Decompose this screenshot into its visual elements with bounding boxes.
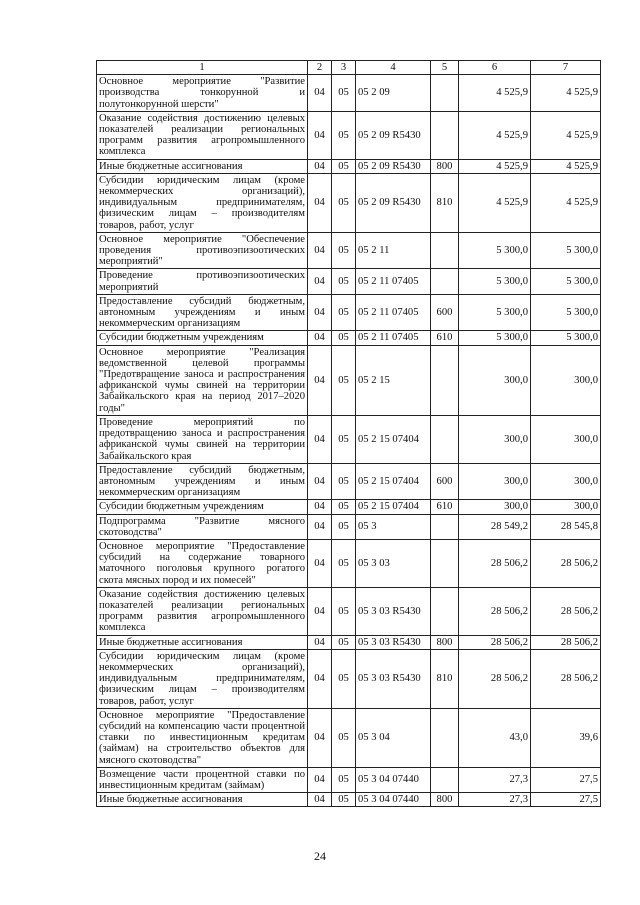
target-item-code-cell: 05 2 15 07404	[356, 500, 431, 514]
column-header: 6	[459, 61, 531, 75]
amount-year-1-cell: 27,3	[459, 767, 531, 792]
table-row	[97, 635, 601, 649]
target-item-code-cell: 05 2 09 R5430	[356, 173, 431, 232]
section-code-cell: 04	[308, 500, 332, 514]
section-code-cell: 04	[308, 111, 332, 159]
row-name-cell: Иные бюджетные ассигнования	[97, 159, 308, 173]
expense-type-cell	[431, 539, 459, 587]
subsection-code-cell: 05	[332, 793, 356, 807]
amount-year-1-cell: 28 549,2	[459, 514, 531, 539]
amount-year-2-cell: 4 525,9	[531, 75, 601, 112]
subsection-code-cell: 05	[332, 75, 356, 112]
subsection-code-cell: 05	[332, 587, 356, 635]
expense-type-cell: 800	[431, 793, 459, 807]
row-name-cell: Основное мероприятие "Обеспечение проведения противоэпизоотических мероприятий"	[97, 232, 308, 269]
amount-year-2-cell: 28 506,2	[531, 635, 601, 649]
expense-type-cell: 610	[431, 331, 459, 345]
section-code-cell: 04	[308, 635, 332, 649]
subsection-code-cell: 05	[332, 649, 356, 708]
column-header: 4	[356, 61, 431, 75]
amount-year-1-cell: 300,0	[459, 345, 531, 415]
section-code-cell: 04	[308, 514, 332, 539]
amount-year-1-cell: 5 300,0	[459, 232, 531, 269]
amount-year-2-cell: 28 506,2	[531, 539, 601, 587]
target-item-code-cell: 05 3 03 R5430	[356, 587, 431, 635]
table-row	[97, 111, 601, 159]
subsection-code-cell: 05	[332, 463, 356, 500]
row-name-cell: Субсидии бюджетным учреждениям	[97, 331, 308, 345]
target-item-code-cell: 05 3 03 R5430	[356, 649, 431, 708]
row-name-cell: Проведение мероприятий по предотвращению заноса и распространения африканской чумы свиней на территории Забайкальского края	[97, 415, 308, 463]
target-item-code-cell: 05 2 11 07405	[356, 269, 431, 294]
amount-year-2-cell: 5 300,0	[531, 232, 601, 269]
amount-year-1-cell: 5 300,0	[459, 331, 531, 345]
target-item-code-cell: 05 3 04 07440	[356, 767, 431, 792]
expense-type-cell: 800	[431, 635, 459, 649]
amount-year-1-cell: 5 300,0	[459, 294, 531, 331]
section-code-cell: 04	[308, 415, 332, 463]
subsection-code-cell: 05	[332, 159, 356, 173]
table-row	[97, 269, 601, 294]
expense-type-cell	[431, 269, 459, 294]
target-item-code-cell: 05 2 15 07404	[356, 415, 431, 463]
row-name-cell: Предоставление субсидий бюджетным, автономным учреждениям и иным некоммерческим организациям	[97, 294, 308, 331]
amount-year-2-cell: 300,0	[531, 463, 601, 500]
amount-year-2-cell: 4 525,9	[531, 159, 601, 173]
expense-type-cell	[431, 111, 459, 159]
table-row	[97, 500, 601, 514]
amount-year-2-cell: 28 506,2	[531, 649, 601, 708]
expense-type-cell	[431, 345, 459, 415]
table-row	[97, 539, 601, 587]
row-name-cell: Проведение противоэпизоотических мероприятий	[97, 269, 308, 294]
table-row	[97, 415, 601, 463]
expense-type-cell: 600	[431, 294, 459, 331]
table-row	[97, 345, 601, 415]
row-name-cell: Подпрограмма "Развитие мясного скотоводства"	[97, 514, 308, 539]
expense-type-cell: 810	[431, 649, 459, 708]
subsection-code-cell: 05	[332, 539, 356, 587]
row-name-cell: Оказание содействия достижению целевых показателей реализации региональных программ развития агропромышленного комплекса	[97, 111, 308, 159]
section-code-cell: 04	[308, 173, 332, 232]
budget-table	[96, 60, 601, 807]
amount-year-1-cell: 28 506,2	[459, 539, 531, 587]
target-item-code-cell: 05 2 09 R5430	[356, 111, 431, 159]
section-code-cell: 04	[308, 793, 332, 807]
amount-year-1-cell: 5 300,0	[459, 269, 531, 294]
row-name-cell: Основное мероприятие "Развитие производства тонкорунной и полутонкорунной шерсти"	[97, 75, 308, 112]
amount-year-2-cell: 300,0	[531, 500, 601, 514]
expense-type-cell	[431, 75, 459, 112]
target-item-code-cell: 05 3 04 07440	[356, 793, 431, 807]
row-name-cell: Основное мероприятие "Предоставление субсидий на содержание товарного маточного поголовья крупного рогатого скота мясных пород и их помесей"	[97, 539, 308, 587]
amount-year-2-cell: 5 300,0	[531, 294, 601, 331]
section-code-cell: 04	[308, 232, 332, 269]
table-row	[97, 649, 601, 708]
expense-type-cell	[431, 232, 459, 269]
target-item-code-cell: 05 2 15 07404	[356, 463, 431, 500]
subsection-code-cell: 05	[332, 294, 356, 331]
section-code-cell: 04	[308, 294, 332, 331]
column-header: 5	[431, 61, 459, 75]
amount-year-1-cell: 300,0	[459, 500, 531, 514]
subsection-code-cell: 05	[332, 232, 356, 269]
subsection-code-cell: 05	[332, 331, 356, 345]
section-code-cell: 04	[308, 708, 332, 767]
subsection-code-cell: 05	[332, 500, 356, 514]
target-item-code-cell: 05 2 15	[356, 345, 431, 415]
subsection-code-cell: 05	[332, 767, 356, 792]
amount-year-1-cell: 28 506,2	[459, 649, 531, 708]
amount-year-2-cell: 27,5	[531, 767, 601, 792]
target-item-code-cell: 05 2 09	[356, 75, 431, 112]
expense-type-cell	[431, 587, 459, 635]
table-row	[97, 587, 601, 635]
table-row	[97, 514, 601, 539]
section-code-cell: 04	[308, 649, 332, 708]
amount-year-2-cell: 4 525,9	[531, 173, 601, 232]
row-name-cell: Основное мероприятие "Предоставление субсидий на компенсацию части процентной ставки по инвестиционным кредитам (займам) на строительство объектов для мясного скотоводства"	[97, 708, 308, 767]
section-code-cell: 04	[308, 587, 332, 635]
expense-type-cell: 610	[431, 500, 459, 514]
section-code-cell: 04	[308, 539, 332, 587]
amount-year-1-cell: 27,3	[459, 793, 531, 807]
target-item-code-cell: 05 3 03	[356, 539, 431, 587]
section-code-cell: 04	[308, 159, 332, 173]
target-item-code-cell: 05 2 11	[356, 232, 431, 269]
row-name-cell: Субсидии юридическим лицам (кроме некоммерческих организаций), индивидуальным предпринимателям, физическим лицам – производителям товаров, работ, услуг	[97, 649, 308, 708]
column-header: 7	[531, 61, 601, 75]
amount-year-2-cell: 4 525,9	[531, 111, 601, 159]
expense-type-cell: 600	[431, 463, 459, 500]
subsection-code-cell: 05	[332, 269, 356, 294]
amount-year-2-cell: 300,0	[531, 345, 601, 415]
amount-year-2-cell: 27,5	[531, 793, 601, 807]
target-item-code-cell: 05 3	[356, 514, 431, 539]
amount-year-1-cell: 4 525,9	[459, 111, 531, 159]
expense-type-cell	[431, 767, 459, 792]
expense-type-cell	[431, 415, 459, 463]
table-row	[97, 463, 601, 500]
amount-year-1-cell: 300,0	[459, 415, 531, 463]
amount-year-1-cell: 4 525,9	[459, 159, 531, 173]
amount-year-1-cell: 4 525,9	[459, 173, 531, 232]
table-header-row	[97, 61, 601, 75]
table-row	[97, 173, 601, 232]
amount-year-1-cell: 43,0	[459, 708, 531, 767]
amount-year-1-cell: 28 506,2	[459, 635, 531, 649]
expense-type-cell: 800	[431, 159, 459, 173]
amount-year-1-cell: 4 525,9	[459, 75, 531, 112]
column-header: 3	[332, 61, 356, 75]
table-row	[97, 331, 601, 345]
expense-type-cell	[431, 514, 459, 539]
table-row	[97, 232, 601, 269]
row-name-cell: Основное мероприятие "Реализация ведомственной целевой программы "Предотвращение заноса и распространения африканской чумы свиней на территории Забайкальского края на период 2017–2020 годы"	[97, 345, 308, 415]
table-row	[97, 708, 601, 767]
amount-year-2-cell: 28 506,2	[531, 587, 601, 635]
row-name-cell: Предоставление субсидий бюджетным, автономным учреждениям и иным некоммерческим организациям	[97, 463, 308, 500]
target-item-code-cell: 05 3 04	[356, 708, 431, 767]
amount-year-1-cell: 28 506,2	[459, 587, 531, 635]
amount-year-2-cell: 5 300,0	[531, 331, 601, 345]
table-row	[97, 793, 601, 807]
section-code-cell: 04	[308, 331, 332, 345]
section-code-cell: 04	[308, 75, 332, 112]
amount-year-1-cell: 300,0	[459, 463, 531, 500]
subsection-code-cell: 05	[332, 111, 356, 159]
table-row	[97, 294, 601, 331]
section-code-cell: 04	[308, 269, 332, 294]
subsection-code-cell: 05	[332, 415, 356, 463]
expense-type-cell	[431, 708, 459, 767]
subsection-code-cell: 05	[332, 345, 356, 415]
expense-type-cell: 810	[431, 173, 459, 232]
row-name-cell: Возмещение части процентной ставки по инвестиционным кредитам (займам)	[97, 767, 308, 792]
section-code-cell: 04	[308, 767, 332, 792]
table-row	[97, 767, 601, 792]
row-name-cell: Оказание содействия достижению целевых показателей реализации региональных программ развития агропромышленного комплекса	[97, 587, 308, 635]
table-row	[97, 159, 601, 173]
target-item-code-cell: 05 3 03 R5430	[356, 635, 431, 649]
section-code-cell: 04	[308, 463, 332, 500]
target-item-code-cell: 05 2 11 07405	[356, 331, 431, 345]
row-name-cell: Иные бюджетные ассигнования	[97, 635, 308, 649]
subsection-code-cell: 05	[332, 173, 356, 232]
row-name-cell: Субсидии бюджетным учреждениям	[97, 500, 308, 514]
subsection-code-cell: 05	[332, 708, 356, 767]
subsection-code-cell: 05	[332, 514, 356, 539]
amount-year-2-cell: 39,6	[531, 708, 601, 767]
column-header: 1	[97, 61, 308, 75]
amount-year-2-cell: 28 545,8	[531, 514, 601, 539]
amount-year-2-cell: 300,0	[531, 415, 601, 463]
column-header: 2	[308, 61, 332, 75]
page-number: 24	[314, 849, 326, 863]
row-name-cell: Субсидии юридическим лицам (кроме некоммерческих организаций), индивидуальным предпринимателям, физическим лицам – производителям товаров, работ, услуг	[97, 173, 308, 232]
row-name-cell: Иные бюджетные ассигнования	[97, 793, 308, 807]
target-item-code-cell: 05 2 11 07405	[356, 294, 431, 331]
amount-year-2-cell: 5 300,0	[531, 269, 601, 294]
table-body	[97, 75, 601, 807]
section-code-cell: 04	[308, 345, 332, 415]
table-row	[97, 75, 601, 112]
target-item-code-cell: 05 2 09 R5430	[356, 159, 431, 173]
subsection-code-cell: 05	[332, 635, 356, 649]
